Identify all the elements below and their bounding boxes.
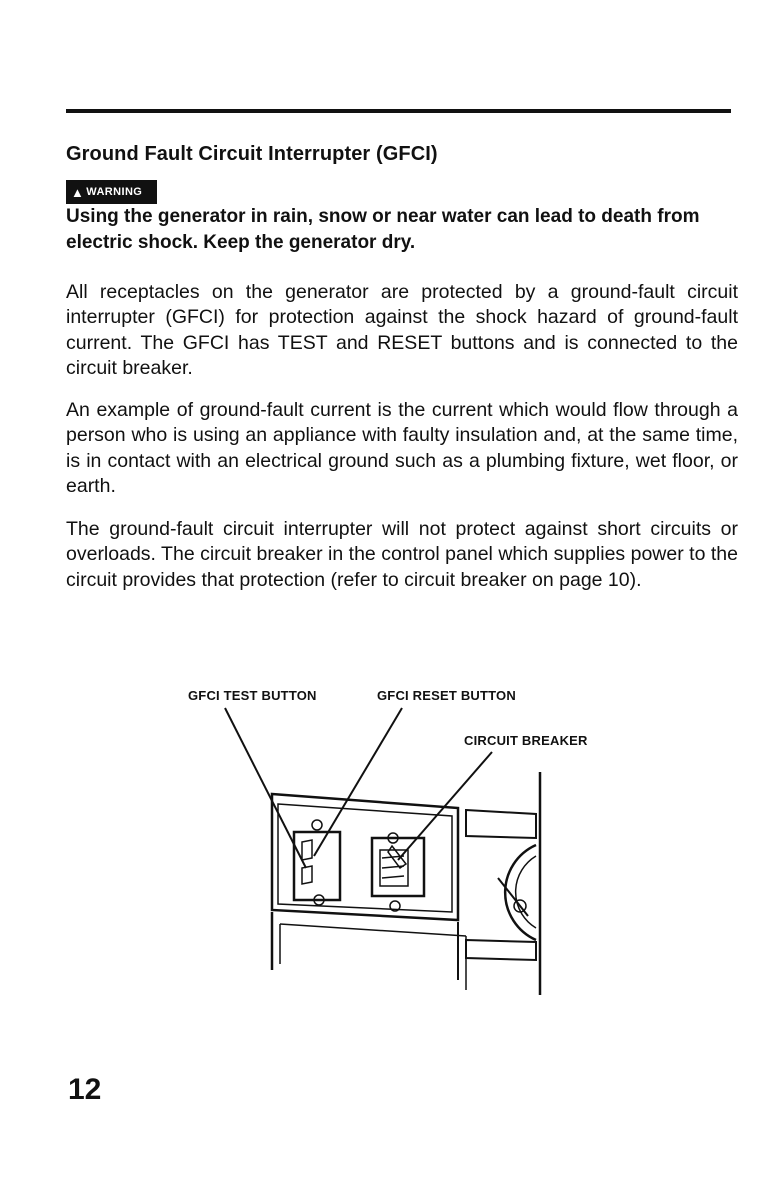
reset-button-shape [302,866,312,884]
gfci-panel-figure [180,660,620,1005]
warning-badge-label: WARNING [86,186,143,198]
warning-badge [66,180,157,204]
warning-triangle-icon: ▲ [71,184,85,200]
top-rule [66,109,731,113]
label-gfci-test-button: GFCI TEST BUTTON [188,688,317,703]
warning-text: Using the generator in rain, snow or near water can lead to death from electric shock. Keep the generator dry. [66,206,700,253]
control-panel-drawing [180,660,620,1005]
leader-reset-button [314,708,402,856]
section-heading: Ground Fault Circuit Interrupter (GFCI) [66,143,438,165]
gfci-receptacle [294,832,340,900]
test-button-shape [302,840,312,860]
label-gfci-reset-button: GFCI RESET BUTTON [377,688,516,703]
page-number: 12 [68,1073,102,1106]
paragraph-limitations: The ground-fault circuit interrupter will not protect against short circuits or overloads. The circuit breaker in the control panel which supplies power to the circuit provides that protection (refer to circuit breaker on page 10). [66,518,738,591]
paragraph-gfci-protection: All receptacles on the generator are protected by a ground-fault circuit interrupter (GFCI) for protection against the shock hazard of ground-fault current. The GFCI has TEST and RESET buttons and is connected to the circuit breaker. [66,281,738,379]
label-circuit-breaker: CIRCUIT BREAKER [464,733,588,748]
paragraph-ground-fault-example: An example of ground-fault current is the current which would flow through a person who is using an appliance with faulty insulation and, at the same time, is in contact with an electrical ground such as a plumbing fixture, wet floor, or earth. [66,399,738,497]
